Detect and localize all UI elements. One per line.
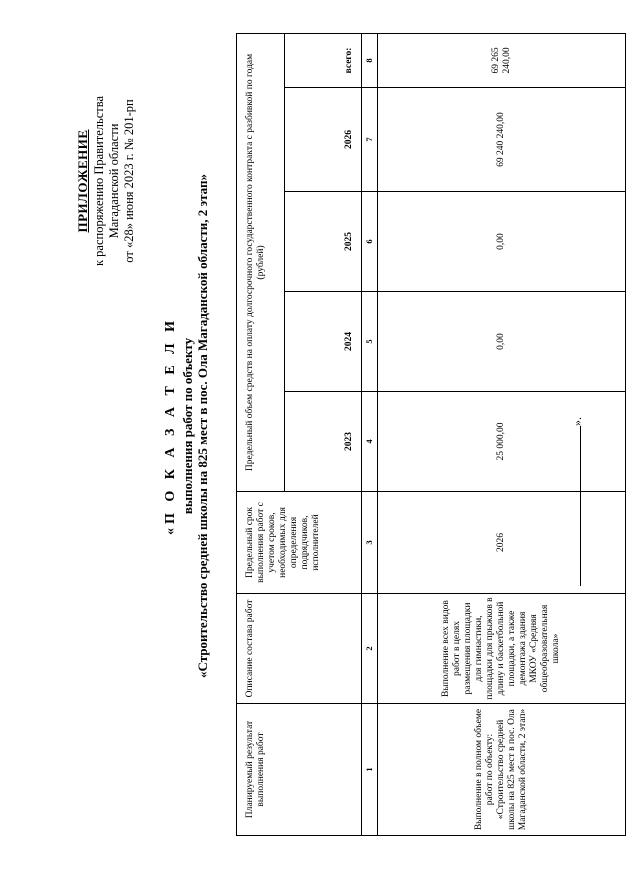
title-line-1: «П О К А З А Т Е Л И: [163, 316, 178, 536]
header-work-description: Описание состава работ: [237, 594, 362, 704]
column-number: 4: [362, 392, 378, 492]
cell-2026: 69 240 240,00: [378, 88, 626, 192]
table-row: [378, 33, 626, 835]
header-year-2023: 2023: [285, 392, 362, 492]
column-number-row: [362, 33, 378, 835]
cell-total: 69 265 240,00: [378, 33, 626, 87]
end-mark: [570, 386, 585, 586]
column-number: 6: [362, 192, 378, 292]
appendix-line-1: к распоряжению Правительства: [92, 96, 106, 267]
title-line-3: «Строительство средней школы на 825 мест в пос. Ола Магаданской области, 2 этап»: [195, 174, 210, 678]
appendix-block: [75, 51, 137, 311]
column-number: 5: [362, 292, 378, 392]
cell-work-description: Выполнение всех видов работ в целях размещения площадки для гимнастики, площадки для прыжков в длину и баскетбольной площадки, а также демонтажа здания МКОУ «Средняя общеобразовательная школа»: [378, 594, 626, 704]
cell-2023: 25 000,00: [378, 392, 626, 492]
end-quote: ».: [570, 417, 584, 426]
header-year-2024: 2024: [285, 292, 362, 392]
cell-2024: 0,00: [378, 292, 626, 392]
cell-2025: 0,00: [378, 192, 626, 292]
header-planned-result: Планируемый результат выполнения работ: [237, 704, 362, 836]
header-year-2025: 2025: [285, 192, 362, 292]
cell-planned-result: Выполнение в полном объеме работ по объекту: «Строительство средней школы на 825 мест в пос. Ола Магаданской области, 2 этап»: [378, 704, 626, 836]
column-number: 7: [362, 88, 378, 192]
signature-line: [570, 426, 581, 586]
title-line-2: выполнения работ по объекту: [180, 337, 195, 515]
column-number: 8: [362, 33, 378, 87]
appendix-line-2: Магаданской области: [107, 123, 121, 239]
indicators-table: [236, 33, 626, 836]
document-title: [162, 126, 210, 726]
header-total: всего:: [285, 33, 362, 87]
column-number: 1: [362, 704, 378, 836]
column-number: 3: [362, 492, 378, 594]
appendix-heading: ПРИЛОЖЕНИЕ: [75, 129, 90, 233]
header-deadline: Предельный срок выполнения работ с учетом сроков, необходимых для определения подрядчиков, исполнителей: [237, 492, 362, 594]
appendix-line-3: от «28» июня 2023 г. № 201-рп: [122, 99, 136, 263]
column-number: 2: [362, 594, 378, 704]
header-row-top: [237, 33, 285, 835]
header-funding-group: Предельный объем средств на оплату долгосрочного государственного контракта с разбивкой по годам (рублей): [237, 33, 285, 491]
header-year-2026: 2026: [285, 88, 362, 192]
cell-deadline: 2026: [378, 492, 626, 594]
